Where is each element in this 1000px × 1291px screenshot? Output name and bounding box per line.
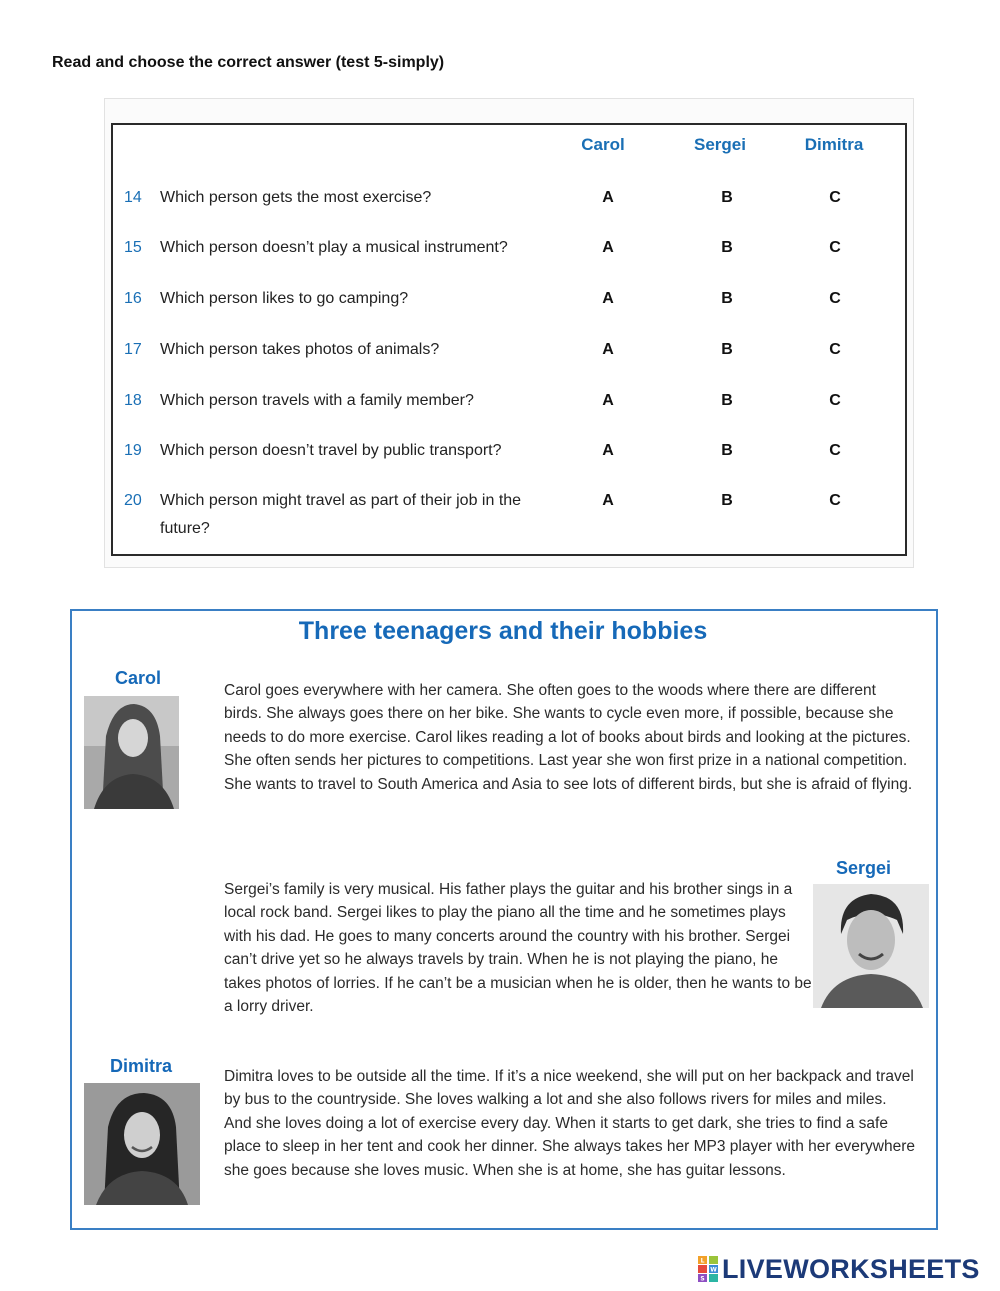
- liveworksheets-logo[interactable]: [698, 1254, 980, 1284]
- question-number: 20: [124, 492, 142, 509]
- passage-title: Three teenagers and their hobbies: [298, 617, 708, 645]
- logo-icon-letter: S: [700, 1275, 705, 1282]
- question-row: [0, 392, 1000, 432]
- question-text: Which person gets the most exercise?: [160, 189, 432, 206]
- answer-option-a[interactable]: A: [602, 239, 614, 256]
- column-header-carol: Carol: [581, 135, 625, 154]
- answer-option-a[interactable]: A: [602, 189, 614, 206]
- liveworksheets-logo-text: LIVEWORKSHEETS: [722, 1253, 980, 1284]
- worksheet-heading: Read and choose the correct answer (test 5-simply): [52, 54, 445, 71]
- dimitra-photo: [84, 1083, 200, 1205]
- logo-icon-letter: L: [700, 1257, 705, 1265]
- question-row: [0, 239, 1000, 279]
- question-number: 15: [124, 239, 142, 256]
- answer-option-c[interactable]: C: [829, 290, 841, 307]
- question-text: Which person doesn’t play a musical instrument?: [160, 239, 508, 256]
- answer-option-a[interactable]: A: [602, 290, 614, 307]
- answer-option-c[interactable]: C: [829, 492, 841, 509]
- question-text: Which person might travel as part of their job in the future?: [160, 492, 522, 537]
- question-row: [0, 492, 1000, 552]
- answer-option-c[interactable]: C: [829, 442, 841, 459]
- question-text: Which person doesn’t travel by public transport?: [160, 442, 502, 459]
- answer-option-c[interactable]: C: [829, 392, 841, 409]
- question-number: 18: [124, 392, 142, 409]
- answer-option-a[interactable]: A: [602, 341, 614, 358]
- answer-option-b[interactable]: B: [721, 341, 733, 358]
- answer-option-b[interactable]: B: [721, 492, 733, 509]
- logo-icon-letter: W: [710, 1266, 717, 1274]
- column-header-sergei: Sergei: [694, 135, 746, 154]
- question-number: 19: [124, 442, 142, 459]
- dimitra-paragraph: Dimitra loves to be outside all the time. If it’s a nice weekend, she will put on her backpack and travel by bus to the countryside. She loves walking a lot and she also follows rivers for miles and miles. And she loves doing a lot of exercise every day. When it starts to get dark, she tries to find a safe place to sleep in her tent and cook her dinner. She always takes her MP3 player with her everywhere she goes because she loves music. When she is at home, she has guitar lessons.: [224, 1068, 915, 1179]
- question-number: 17: [124, 341, 142, 358]
- answer-option-c[interactable]: C: [829, 341, 841, 358]
- question-text: Which person likes to go camping?: [160, 290, 409, 307]
- answer-option-c[interactable]: C: [829, 189, 841, 206]
- answer-option-b[interactable]: B: [721, 392, 733, 409]
- column-header-dimitra: Dimitra: [804, 135, 864, 154]
- answer-option-c[interactable]: C: [829, 239, 841, 256]
- answer-option-b[interactable]: B: [721, 239, 733, 256]
- question-row: [0, 290, 1000, 330]
- carol-name: Carol: [115, 668, 162, 688]
- carol-paragraph: Carol goes everywhere with her camera. She often goes to the woods where there are different birds. She always goes there on her bike. She wants to cycle even more, if possible, because she needs to do more exercise. Carol likes reading a lot of books about birds and looking at the pictures. She often sends her pictures to competitions. Last year she won first prize in a national competition. She wants to travel to South America and Asia to see lots of different birds, but she is afraid of flying.: [224, 682, 913, 793]
- sergei-photo: [813, 884, 929, 1008]
- answer-option-a[interactable]: A: [602, 442, 614, 459]
- sergei-name: Sergei: [836, 858, 892, 878]
- question-row: [0, 189, 1000, 229]
- question-row: [0, 341, 1000, 381]
- answer-option-b[interactable]: B: [721, 290, 733, 307]
- question-number: 16: [124, 290, 142, 307]
- answer-option-a[interactable]: A: [602, 492, 614, 509]
- question-number: 14: [124, 189, 142, 206]
- answer-option-b[interactable]: B: [721, 442, 733, 459]
- question-text: Which person travels with a family member?: [160, 392, 474, 409]
- carol-photo: [84, 696, 179, 809]
- sergei-paragraph: Sergei’s family is very musical. His father plays the guitar and his brother sings in a local rock band. Sergei likes to play the piano all the time and he sometimes plays with his dad. He goes to many concerts around the country with his brother. Sergei can’t drive yet so he always travels by train. When he is not playing the piano, he takes photos of lorries. If he can’t be a musician when he is older, then he wants to be a lorry driver.: [224, 881, 812, 1016]
- answer-option-a[interactable]: A: [602, 392, 614, 409]
- dimitra-name: Dimitra: [110, 1056, 173, 1076]
- liveworksheets-logo-icon: [698, 1256, 718, 1282]
- question-row: [0, 442, 1000, 482]
- question-text: Which person takes photos of animals?: [160, 341, 440, 358]
- answer-option-b[interactable]: B: [721, 189, 733, 206]
